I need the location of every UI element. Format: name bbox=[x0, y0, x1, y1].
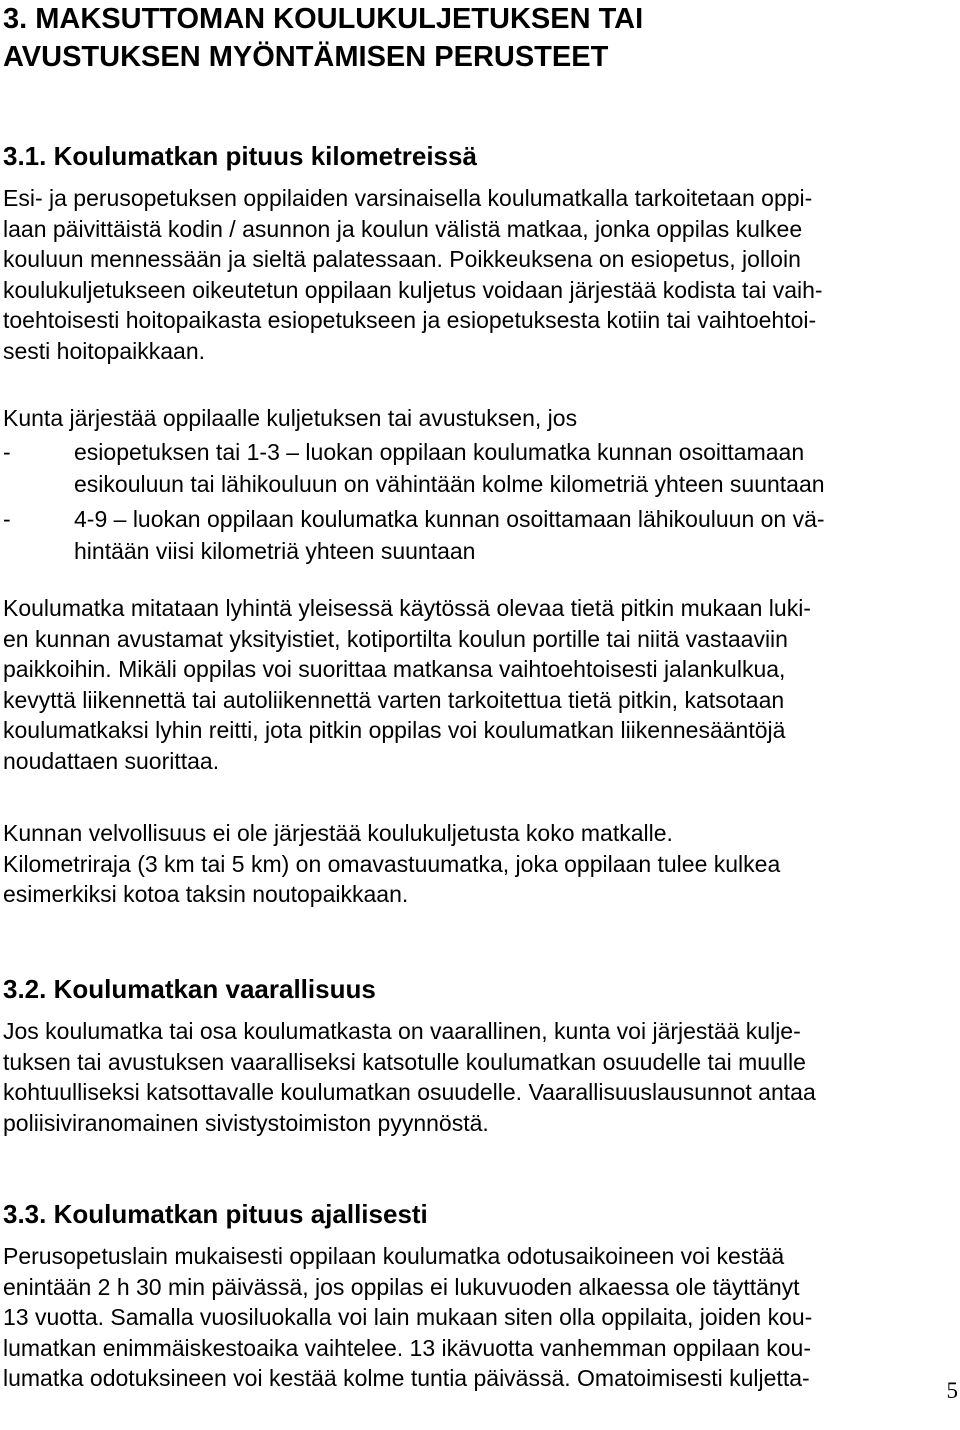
text-line: paikkoihin. Mikäli oppilas voi suorittaa matkansa vaihtoehtoisesti jalankulkua, bbox=[3, 656, 786, 682]
section-3-1-paragraph-2 bbox=[3, 593, 951, 776]
text-line: koulumatkaksi lyhin reitti, jota pitkin oppilas voi koulumatkan liikennesääntöjä bbox=[3, 717, 786, 743]
bullet-dash: - bbox=[3, 506, 11, 532]
text-line: laan päivittäistä kodin / asunnon ja koulun välistä matkaa, jonka oppilas kulkee bbox=[3, 215, 803, 242]
bullet-text bbox=[74, 436, 948, 500]
text-line: lumatkan enimmäiskestoaika vaihtelee. 13 ikävuotta vanhemman oppilaan kou- bbox=[3, 1334, 812, 1361]
text-line: noudattaen suorittaa. bbox=[3, 747, 220, 774]
section-3-1-intro: Kunta järjestää oppilaalle kuljetuksen tai avustuksen, jos bbox=[3, 405, 578, 431]
main-heading bbox=[3, 0, 943, 76]
section-3-1-paragraph-3 bbox=[3, 818, 951, 910]
page-number: 5 bbox=[946, 1378, 958, 1403]
bullet-text bbox=[74, 503, 948, 567]
text-line: Kilometriraja (3 km tai 5 km) on omavastuumatka, joka oppilaan tulee kulkea bbox=[3, 850, 781, 877]
text-line: toehtoisesti hoitopaikasta esiopetukseen ja esiopetuksesta kotiin tai vaihtoehtoi- bbox=[3, 307, 817, 333]
text-line: Perusopetuslain mukaisesti oppilaan koulumatka odotusaikoineen voi kestää bbox=[3, 1243, 785, 1269]
text-line: poliisiviranomainen sivistystoimiston pyynnöstä. bbox=[3, 1109, 489, 1136]
bullet-dash: - bbox=[3, 439, 11, 465]
section-3-1-paragraph-1 bbox=[3, 183, 951, 366]
text-line: en kunnan avustamat yksityistiet, kotiportilta koulun portille tai niitä vastaaviin bbox=[3, 625, 788, 652]
text-line: 4-9 – luokan oppilaan koulumatka kunnan osoittamaan lähikouluun on vä- bbox=[74, 506, 825, 532]
text-line: koulukuljetukseen oikeutetun oppilaan kuljetus voidaan järjestää kodista tai vaih- bbox=[3, 276, 823, 303]
text-line: Jos koulumatka tai osa koulumatkasta on vaarallinen, kunta voi järjestää kulje- bbox=[3, 1018, 801, 1044]
section-3-2-title: 3.2. Koulumatkan vaarallisuus bbox=[3, 974, 376, 1004]
main-heading-line-2: AVUSTUKSEN MYÖNTÄMISEN PERUSTEET bbox=[3, 41, 609, 73]
text-line: 13 vuotta. Samalla vuosiluokalla voi lain mukaan siten olla oppilaita, joiden kou- bbox=[3, 1304, 813, 1330]
text-line: kohtuulliseksi katsottavalle koulumatkan osuudelle. Vaarallisuuslausunnot antaa bbox=[3, 1079, 816, 1105]
text-line: lumatka odotuksineen voi kestää kolme tuntia päivässä. Omatoimisesti kuljetta- bbox=[3, 1365, 810, 1391]
text-line: hintään viisi kilometriä yhteen suuntaan bbox=[74, 538, 476, 564]
text-line: kouluun mennessään ja sieltä palatessaan. Poikkeuksena on esiopetus, jolloin bbox=[3, 246, 801, 272]
text-line: tuksen tai avustuksen vaaralliseksi katsotulle koulumatkan osuudelle tai muulle bbox=[3, 1048, 806, 1075]
main-heading-line-1: 3. MAKSUTTOMAN KOULUKULJETUKSEN TAI bbox=[3, 3, 644, 35]
text-line: sesti hoitopaikkaan. bbox=[3, 337, 206, 364]
text-line: Koulumatka mitataan lyhintä yleisessä käytössä olevaa tietä pitkin mukaan luki- bbox=[3, 595, 811, 621]
text-line: esikouluun tai lähikouluun on vähintään kolme kilometriä yhteen suuntaan bbox=[74, 471, 825, 497]
section-3-2-paragraph bbox=[3, 1016, 951, 1138]
text-line: Esi- ja perusopetuksen oppilaiden varsinaisella koulumatkalla tarkoitetaan oppi- bbox=[3, 185, 813, 211]
text-line: enintään 2 h 30 min päivässä, jos oppilas ei lukuvuoden alkaessa ole täyttänyt bbox=[3, 1273, 800, 1300]
section-3-1-title: 3.1. Koulumatkan pituus kilometreissä bbox=[3, 141, 477, 171]
section-3-3-title: 3.3. Koulumatkan pituus ajallisesti bbox=[3, 1199, 428, 1229]
text-line: esiopetuksen tai 1-3 – luokan oppilaan koulumatka kunnan osoittamaan bbox=[74, 439, 805, 465]
text-line: Kunnan velvollisuus ei ole järjestää koulukuljetusta koko matkalle. bbox=[3, 820, 673, 846]
text-line: kevyttä liikennettä tai autoliikennettä varten tarkoitettua tietä pitkin, katsotaan bbox=[3, 686, 785, 713]
section-3-3-paragraph bbox=[3, 1241, 951, 1394]
text-line: esimerkiksi kotoa taksin noutopaikkaan. bbox=[3, 881, 409, 907]
